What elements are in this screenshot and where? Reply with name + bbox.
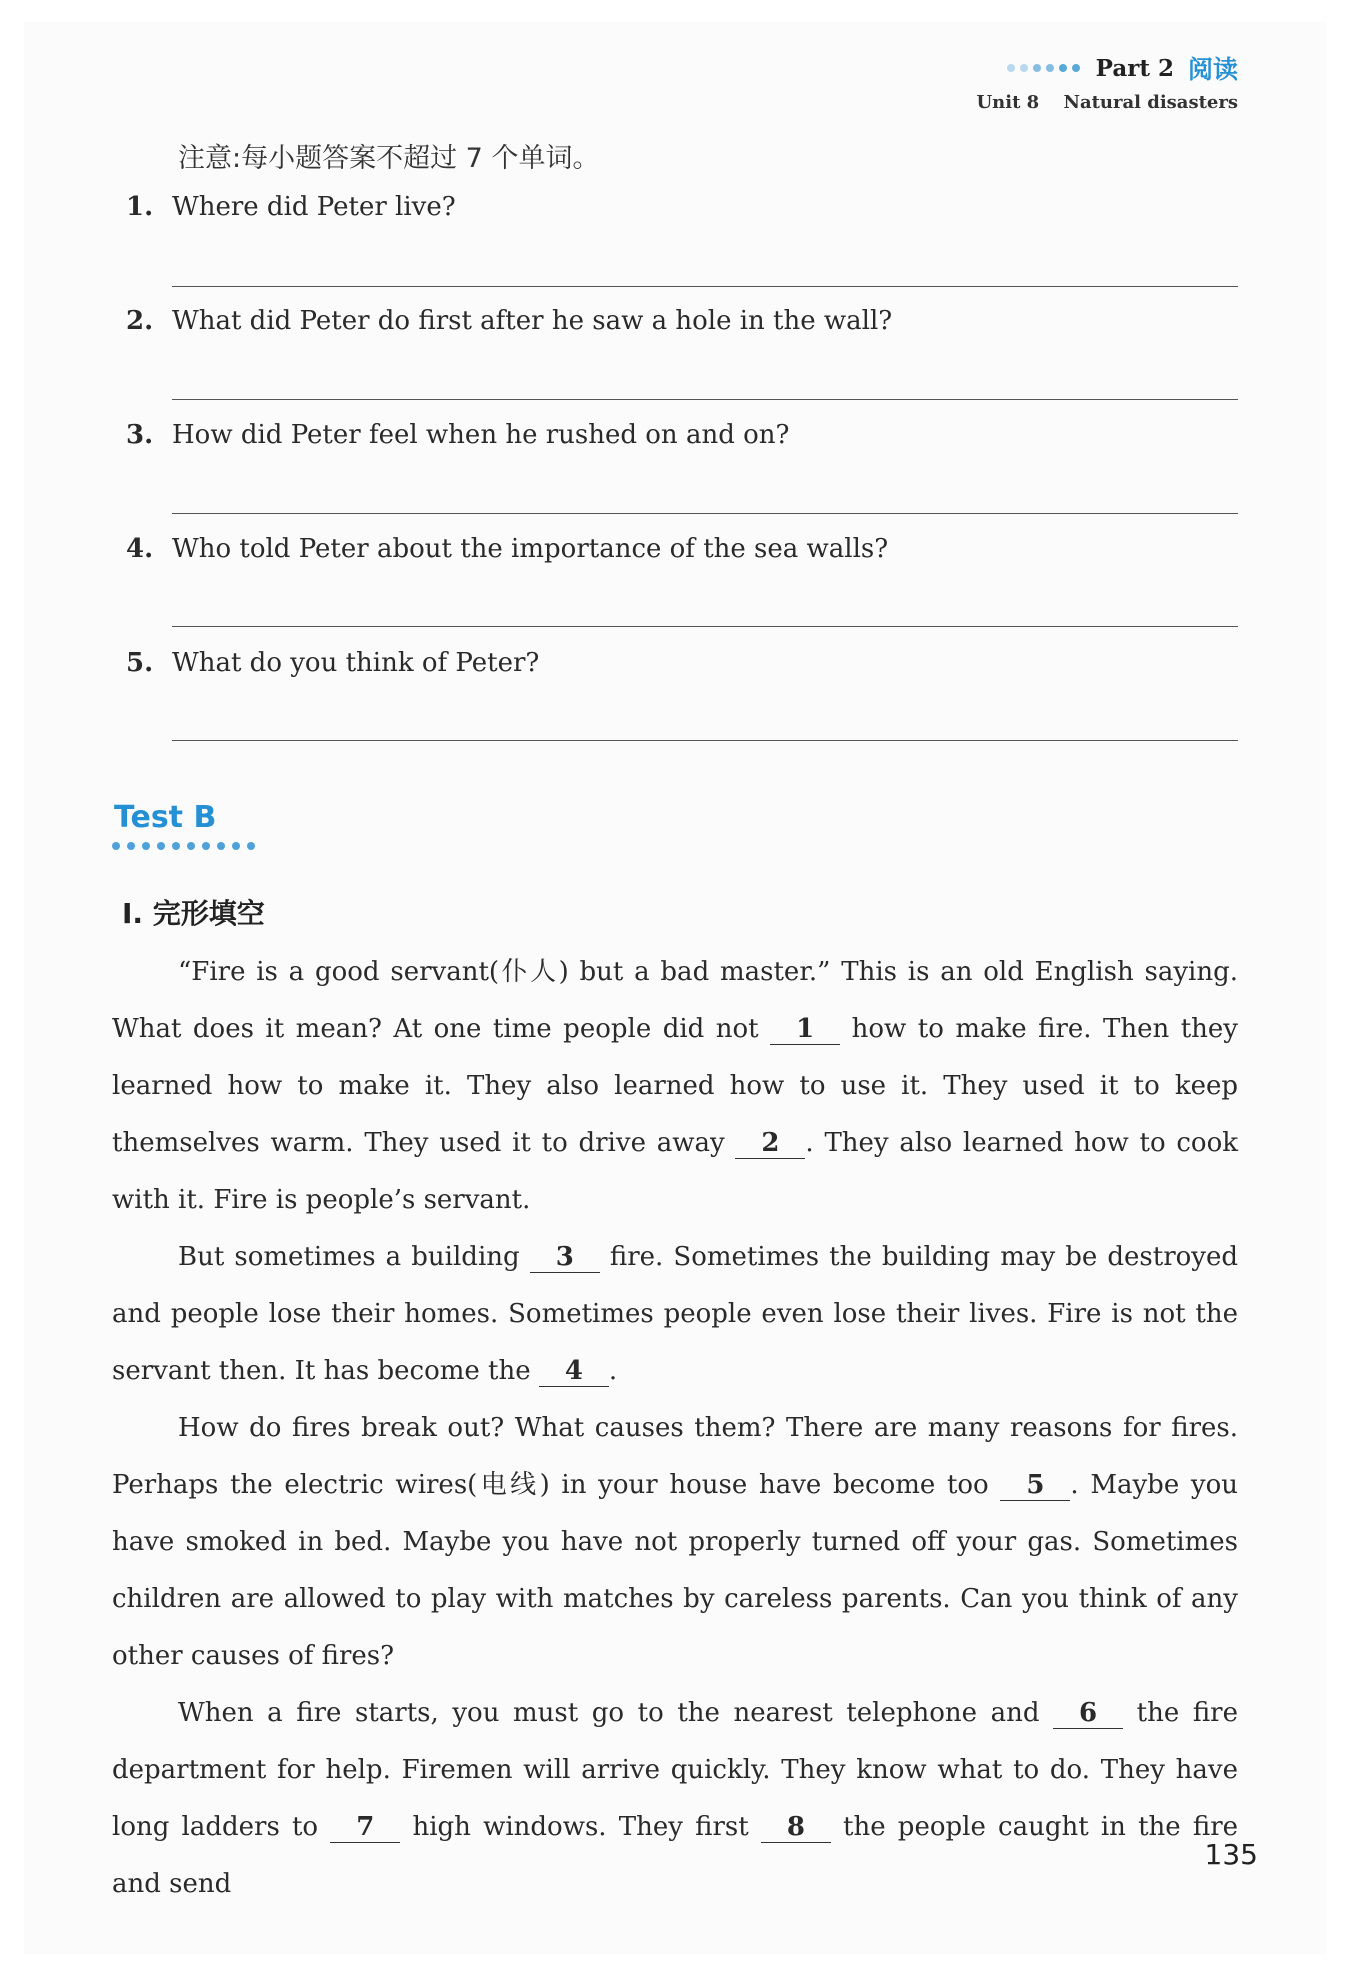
page-header	[976, 50, 1238, 113]
blank-8[interactable]: 8	[761, 1812, 831, 1843]
question-2: 2. What did Peter do first after he saw a hole in the wall?	[126, 306, 893, 336]
blank-7[interactable]: 7	[330, 1812, 400, 1843]
paragraph-4: When a fire starts, you must go to the nearest telephone and 6 the fire department for help. Firemen will arrive quickly. They know what to do. They have long ladders to 7 high windows. They first 8 the people caught in the fire and send	[112, 1698, 1239, 1899]
question-5: 5. What do you think of Peter?	[126, 648, 540, 678]
cloze-passage	[112, 944, 1238, 1913]
blank-1[interactable]: 1	[770, 1014, 840, 1045]
paragraph-1: “Fire is a good servant(仆人) but a bad master.” This is an old English saying. What does it mean? At one time people did not 1 how to make fire. Then they learned how to make it. They also learned how to use it. They used it to keep themselves warm. They used it to drive away 2 . They also learned how to cook with it. Fire is people’s servant.	[112, 957, 1238, 1215]
title-dots	[112, 842, 255, 850]
question-1: 1. Where did Peter live?	[126, 192, 456, 222]
question-4: 4. Who told Peter about the importance of the sea walls?	[126, 534, 889, 564]
paragraph-3: How do fires break out? What causes them? There are many reasons for fires. Perhaps the electric wires(电线) in your house have become too 5 . Maybe you have smoked in bed. Maybe you have not properly turned off your gas. Sometimes children are allowed to play with matches by careless parents. Can you think of any other causes of fires?	[112, 1413, 1238, 1671]
part-label: Part 2	[1095, 54, 1174, 82]
question-3: 3. How did Peter feel when he rushed on and on?	[126, 420, 790, 450]
blank-6[interactable]: 6	[1053, 1698, 1123, 1729]
section-heading: Ⅰ. 完形填空	[122, 897, 265, 930]
blank-2[interactable]: 2	[735, 1128, 805, 1159]
unit-title: Natural disasters	[1063, 92, 1238, 113]
answer-line-1[interactable]	[172, 286, 1238, 287]
blank-4[interactable]: 4	[539, 1356, 609, 1387]
blank-5[interactable]: 5	[1000, 1470, 1070, 1501]
note-text: 注意:每小题答案不超过 7 个单词。	[178, 143, 600, 174]
paragraph-2: But sometimes a building 3 fire. Sometimes the building may be destroyed and people lose their homes. Sometimes people even lose their lives. Fire is not the servant then. It has become the 4 .	[112, 1242, 1238, 1386]
blank-3[interactable]: 3	[530, 1242, 600, 1273]
answer-line-2[interactable]	[172, 399, 1238, 400]
answer-line-3[interactable]	[172, 513, 1238, 514]
test-title: Test B	[114, 800, 217, 835]
header-dots	[1007, 64, 1080, 72]
page-number: 135	[1204, 1838, 1258, 1871]
unit-label: Unit 8	[976, 92, 1040, 113]
answer-line-5[interactable]	[172, 740, 1238, 741]
answer-line-4[interactable]	[172, 626, 1238, 627]
section-label: 阅读	[1187, 55, 1238, 84]
